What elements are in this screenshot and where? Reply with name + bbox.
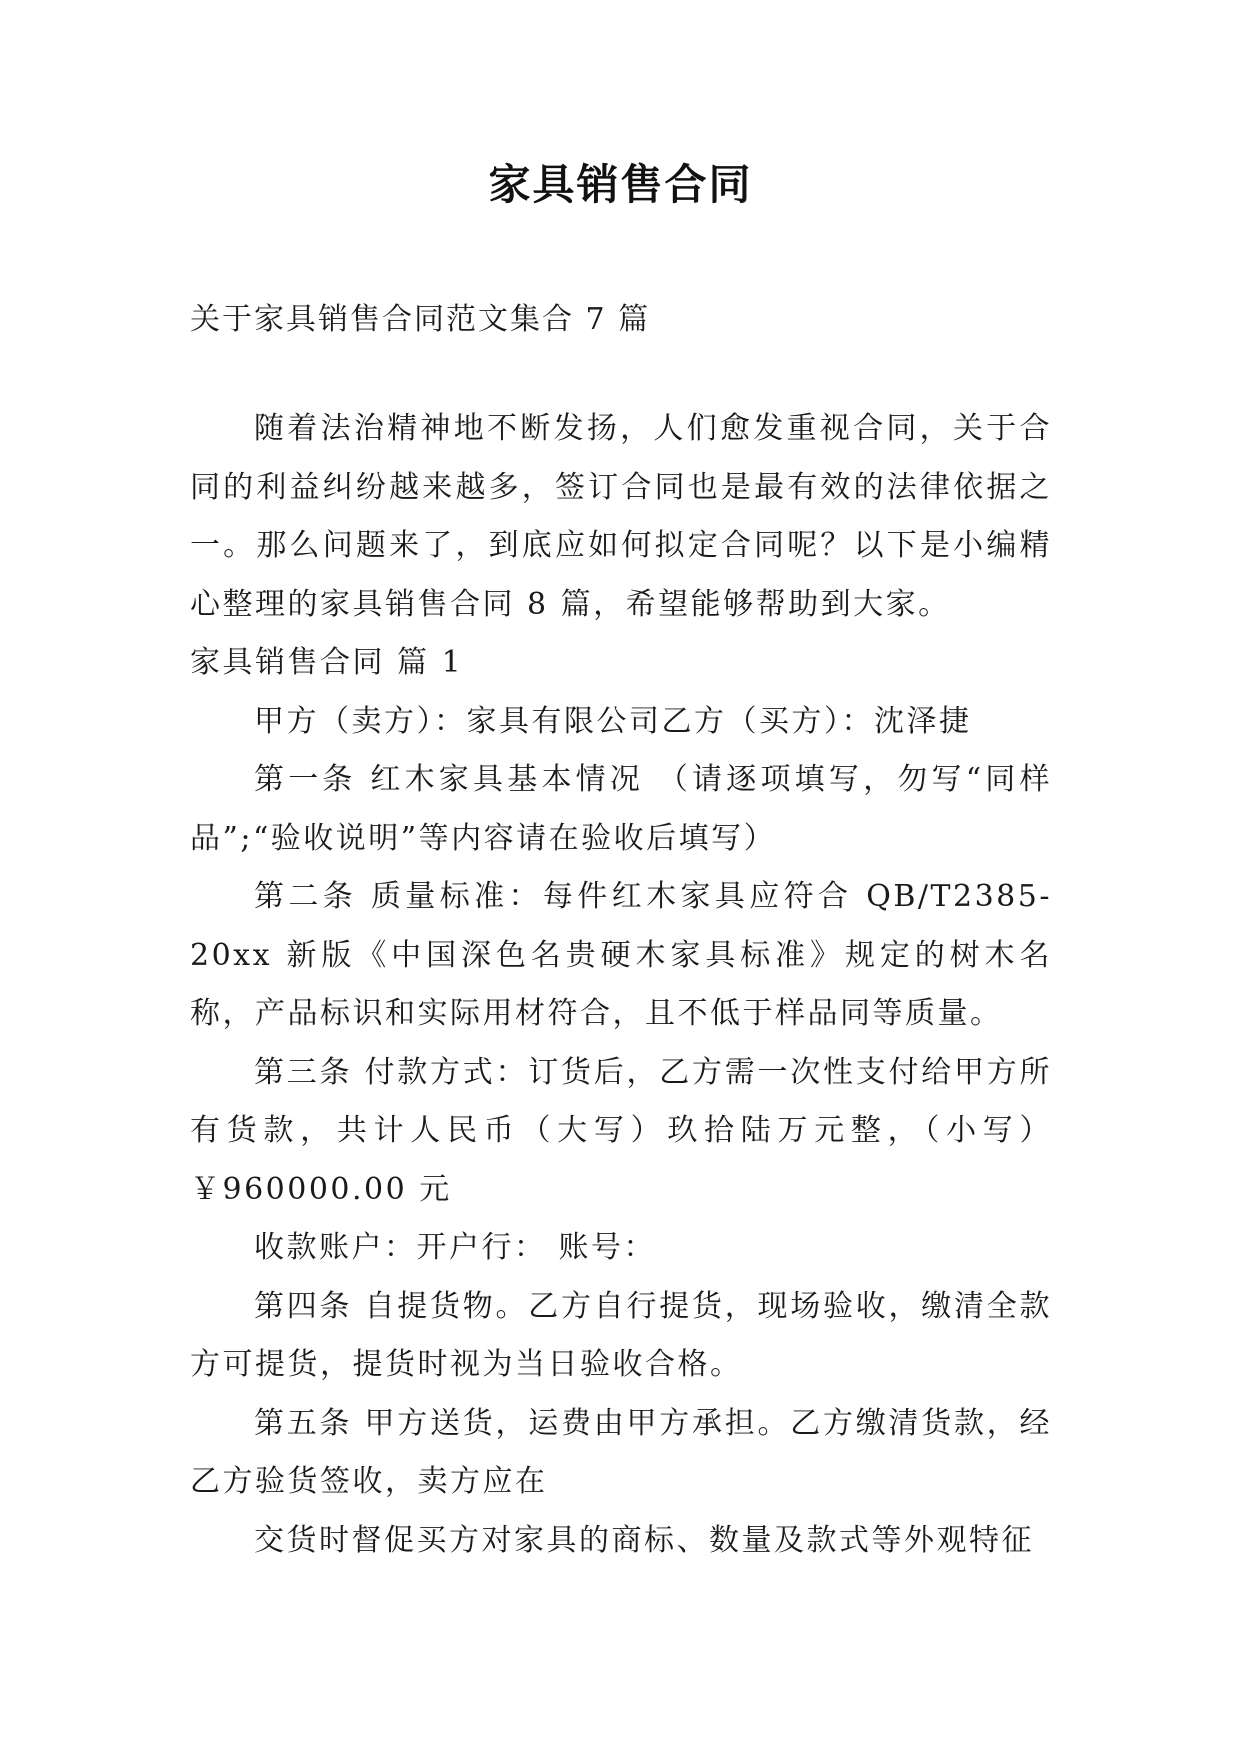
article-3-paragraph: 第三条 付款方式：订货后，乙方需一次性支付给甲方所有货款，共计人民币（大写）玖拾陆万元整，（小写）￥960000.00 元 [190, 1054, 1052, 1207]
account-paragraph: 收款账户：开户行： 账号： [254, 1230, 657, 1265]
parties-paragraph: 甲方（卖方）：家具有限公司乙方（买方）：沈泽捷 [254, 703, 972, 739]
article-5-paragraph: 第五条 甲方送货，运费由甲方承担。乙方缴清货款，经乙方验货签收，卖方应在 [190, 1405, 1052, 1499]
intro-paragraph: 随着法治精神地不断发扬，人们愈发重视合同，关于合同的利益纠纷越来越多，签订合同也是最有效的法律依据之一。那么问题来了，到底应如何拟定合同呢？以下是小编精心整理的家具销售合同 8 篇，希望能够帮助到大家。 [190, 411, 1052, 622]
document-body [190, 400, 1052, 1570]
section-heading: 家具销售合同 篇 1 [190, 645, 464, 680]
document-subtitle: 关于家具销售合同范文集合 7 篇 [190, 302, 651, 337]
article-1-paragraph: 第一条 红木家具基本情况 （请逐项填写，勿写“同样品”;“验收说明”等内容请在验收后填写） [190, 762, 1052, 856]
article-2-paragraph: 第二条 质量标准：每件红木家具应符合 QB/T2385-20xx 新版《中国深色名贵硬木家具标准》规定的树木名称，产品标识和实际用材符合，且不低于样品同等质量。 [190, 879, 1052, 1031]
delivery-paragraph: 交货时督促买方对家具的商标、数量及款式等外观特征 [254, 1522, 1034, 1558]
article-4-paragraph: 第四条 自提货物。乙方自行提货，现场验收，缴清全款方可提货，提货时视为当日验收合格。 [190, 1288, 1052, 1382]
document-title: 家具销售合同 [488, 160, 753, 209]
